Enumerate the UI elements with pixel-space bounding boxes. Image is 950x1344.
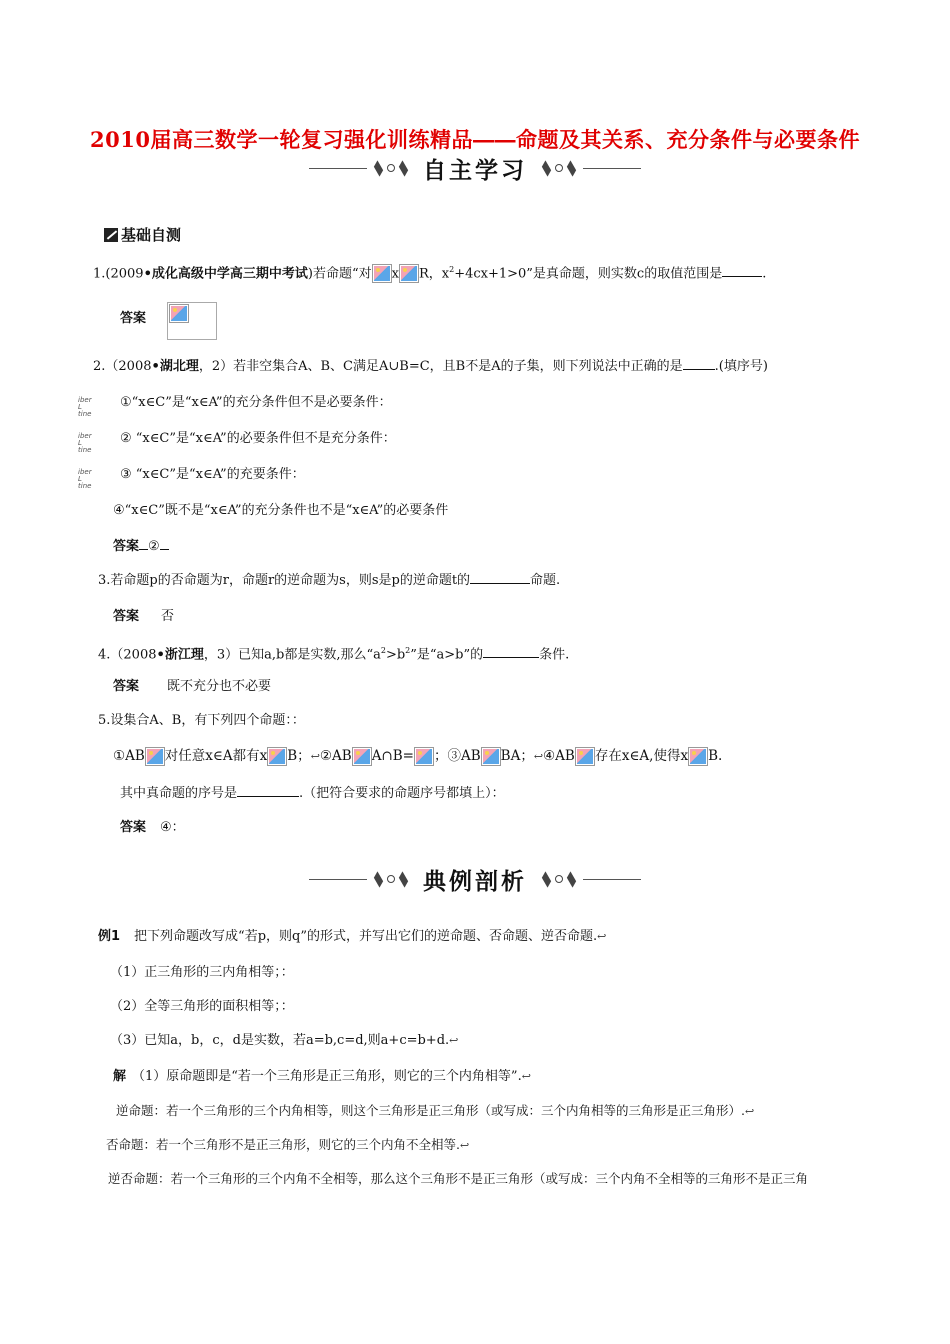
q4-source-dot: • [156, 647, 165, 663]
option-4: ④“x∈C”既不是“x∈A”的充分条件也不是“x∈A”的必要条件 [113, 503, 449, 518]
q1-superscript: 2 [449, 265, 455, 274]
marker-top: iber [78, 468, 92, 476]
example-item-2: （2）全等三角形的面积相等；： [110, 999, 294, 1014]
q3-number: 3. [98, 573, 111, 588]
q1-text-c: R，x [418, 266, 450, 282]
paragraph-return-icon: ↩ [521, 1070, 531, 1083]
answer-blank [683, 357, 715, 370]
q5-prompt-a: 其中真命题的序号是 [120, 786, 238, 801]
solution-line-1 [113, 1067, 531, 1087]
answer-label: 答案 [120, 820, 147, 835]
marker-mid: L [78, 403, 82, 411]
prop-3-b: BA； [500, 748, 534, 764]
banner-ornament-right [539, 875, 579, 883]
answer-label: 答案 [113, 539, 140, 554]
prop-4-a: ④AB [543, 748, 575, 764]
liberline-marker [78, 397, 92, 418]
answer-value: ④： [160, 820, 185, 835]
banner-ornament-left [371, 164, 411, 172]
banner-ornament-right [539, 164, 579, 172]
q4-text-end: 条件. [539, 647, 570, 663]
prop-2-a: ②AB [319, 748, 352, 764]
section-banner-examples [0, 862, 950, 896]
marker-bottom: tine [78, 410, 92, 418]
q1-source-dot: • [143, 266, 152, 282]
example-item-1: （1）正三角形的三内角相等；： [110, 965, 294, 980]
answer-2 [113, 537, 169, 557]
section-banner-self-study [0, 151, 950, 185]
example-item-3-text: （3）已知a，b，c，d是实数，若a=b,c=d,则a+c=b+d. [110, 1033, 450, 1048]
q1-text-end: . [762, 266, 767, 282]
q4-superscript-2: 2 [405, 646, 411, 655]
prop-4-b: 存在x∈A,使得x [594, 748, 689, 764]
marker-top: iber [78, 432, 92, 440]
solution-text-1: （1）原命题即是“若一个三角形是正三角形，则它的三个内角相等”. [132, 1069, 522, 1084]
broken-image-icon [169, 304, 189, 323]
solution-line-3 [106, 1135, 469, 1156]
answer-label: 答案 [113, 679, 140, 694]
solution-text-3: 否命题：若一个三角形不是正三角形，则它的三个内角不全相等. [106, 1137, 460, 1152]
q3-text-end: 命题. [530, 573, 561, 588]
solution-text-2: 逆命题：若一个三角形的三个内角相等，则这个三角形是正三角形（或写成：三个内角相等的三角形是正三角形）. [116, 1103, 745, 1118]
banner-rule-left [309, 168, 367, 169]
example-label: 例1 [98, 929, 121, 944]
answer-4 [113, 677, 271, 697]
option-1: ①“x∈C”是“x∈A”的充分条件但不是必要条件： [120, 395, 392, 410]
broken-image-icon [267, 747, 287, 766]
question-3 [98, 571, 560, 591]
q4-source-name: 浙江理 [164, 647, 204, 663]
banner-title: 典例剖析 [423, 868, 527, 895]
marker-top: iber [78, 396, 92, 404]
option-2: ② “x∈C”是“x∈A”的必要条件但不是充分条件： [120, 431, 396, 446]
marker-bottom: tine [78, 482, 92, 490]
question-5-propositions [113, 746, 722, 767]
paragraph-return-icon: ↩ [597, 930, 607, 943]
underline-mark [160, 543, 169, 550]
q1-source-close: ) [307, 266, 313, 282]
solution-label: 解 [113, 1069, 127, 1084]
banner-rule-right [583, 879, 641, 880]
broken-image-icon [575, 747, 595, 766]
paragraph-return-icon: ↩ [310, 750, 320, 763]
q4-source-open: （2008 [110, 647, 157, 663]
q4-text-c: ”是“a>b”的 [410, 647, 484, 663]
q1-text-d: +4cx+1>0”是真命题，则实数c的取值范围是 [454, 266, 723, 282]
question-5-intro: 5.设集合A、B，有下列四个命题：： [98, 713, 305, 728]
answer-image-box [167, 302, 217, 340]
q2-number: 2. [93, 359, 106, 374]
banner-title: 自主学习 [423, 157, 527, 184]
answer-blank [722, 264, 762, 277]
q2-source-name: 湖北理 [159, 359, 199, 374]
q1-number: 1. [93, 266, 106, 282]
question-2 [93, 357, 768, 377]
answer-value: 既不充分也不必要 [167, 679, 272, 694]
answer-label: 答案 [120, 311, 147, 326]
question-4 [98, 641, 569, 665]
answer-value: ② [148, 539, 160, 554]
answer-5 [120, 818, 185, 838]
section-heading [104, 224, 181, 245]
q4-number: 4. [98, 647, 111, 663]
liberline-marker [78, 469, 92, 490]
marker-mid: L [78, 439, 82, 447]
q4-superscript-1: 2 [380, 646, 386, 655]
document-title: 2010届高三数学一轮复习强化训练精品――命题及其关系、充分条件与必要条件 [90, 127, 860, 152]
paragraph-return-icon: ↩ [533, 750, 544, 763]
q4-source-close: ，3） [203, 647, 239, 663]
prop-1-a: ①AB [113, 748, 145, 764]
option-3: ③ “x∈C”是“x∈A”的充要条件： [120, 467, 305, 482]
broken-image-icon [399, 264, 419, 283]
pencil-square-icon [104, 228, 118, 242]
answer-blank [237, 784, 299, 797]
paragraph-return-icon: ↩ [744, 1105, 755, 1118]
q2-source-open: （2008 [105, 359, 152, 374]
broken-image-icon [414, 747, 434, 766]
solution-line-4: 逆否命题：若一个三角形的三个内角不全相等，那么这个三角形不是正三角形（或写成：三个内角不全相等的三角形不是正三角 [108, 1171, 809, 1186]
solution-line-2 [116, 1101, 754, 1122]
paragraph-return-icon: ↩ [459, 1139, 470, 1152]
broken-image-icon [688, 747, 708, 766]
answer-3 [113, 607, 174, 627]
broken-image-icon [481, 747, 501, 766]
prop-2-b: A∩B= [371, 748, 414, 764]
example-1 [98, 927, 606, 947]
broken-image-icon [145, 747, 165, 766]
prop-4-c: B. [708, 748, 723, 764]
broken-image-icon [372, 264, 392, 283]
prop-1-c: B； [287, 748, 311, 764]
answer-blank [470, 571, 530, 584]
answer-1 [120, 302, 217, 340]
broken-image-icon [352, 747, 372, 766]
q1-source-name: 成化高级中学高三期中考试 [151, 266, 308, 282]
q2-text: 若非空集合A、B、C满足A∪B=C，且B不是A的子集，则下列说法中正确的是 [233, 359, 683, 374]
q1-text-b: x [391, 266, 399, 282]
q1-source-open: (2009 [105, 266, 144, 282]
banner-rule-right [583, 168, 641, 169]
prop-1-b: 对任意x∈A都有x [164, 748, 268, 764]
paragraph-return-icon: ↩ [449, 1034, 459, 1047]
prop-3-a: ；③AB [433, 748, 481, 764]
banner-rule-left [309, 879, 367, 880]
q3-text: 若命题p的否命题为r，命题r的逆命题为s，则s是p的逆命题t的 [110, 573, 471, 588]
liberline-marker [78, 433, 92, 454]
q2-text-end: .(填序号) [714, 359, 768, 374]
question-5-prompt [120, 784, 505, 804]
q4-text-b: >b [385, 647, 406, 663]
q4-text-a: 已知a,b都是实数,那么“a [238, 647, 381, 663]
q2-source-dot: • [151, 359, 160, 374]
question-1 [93, 260, 766, 284]
underline-mark [139, 543, 148, 550]
section-label: 基础自测 [121, 226, 182, 244]
q2-source-close: ，2） [198, 359, 234, 374]
answer-value: 否 [161, 609, 175, 624]
q5-prompt-b: .（把符合要求的命题序号都填上）： [299, 786, 505, 801]
answer-label: 答案 [113, 609, 140, 624]
q1-text-a: 若命题“对 [312, 266, 372, 282]
banner-ornament-left [371, 875, 411, 883]
example-item-3 [110, 1031, 458, 1051]
example-text: 把下列命题改写成“若p，则q”的形式，并写出它们的逆命题、否命题、逆否命题. [134, 929, 598, 944]
marker-bottom: tine [78, 446, 92, 454]
answer-blank [483, 645, 539, 658]
marker-mid: L [78, 475, 82, 483]
